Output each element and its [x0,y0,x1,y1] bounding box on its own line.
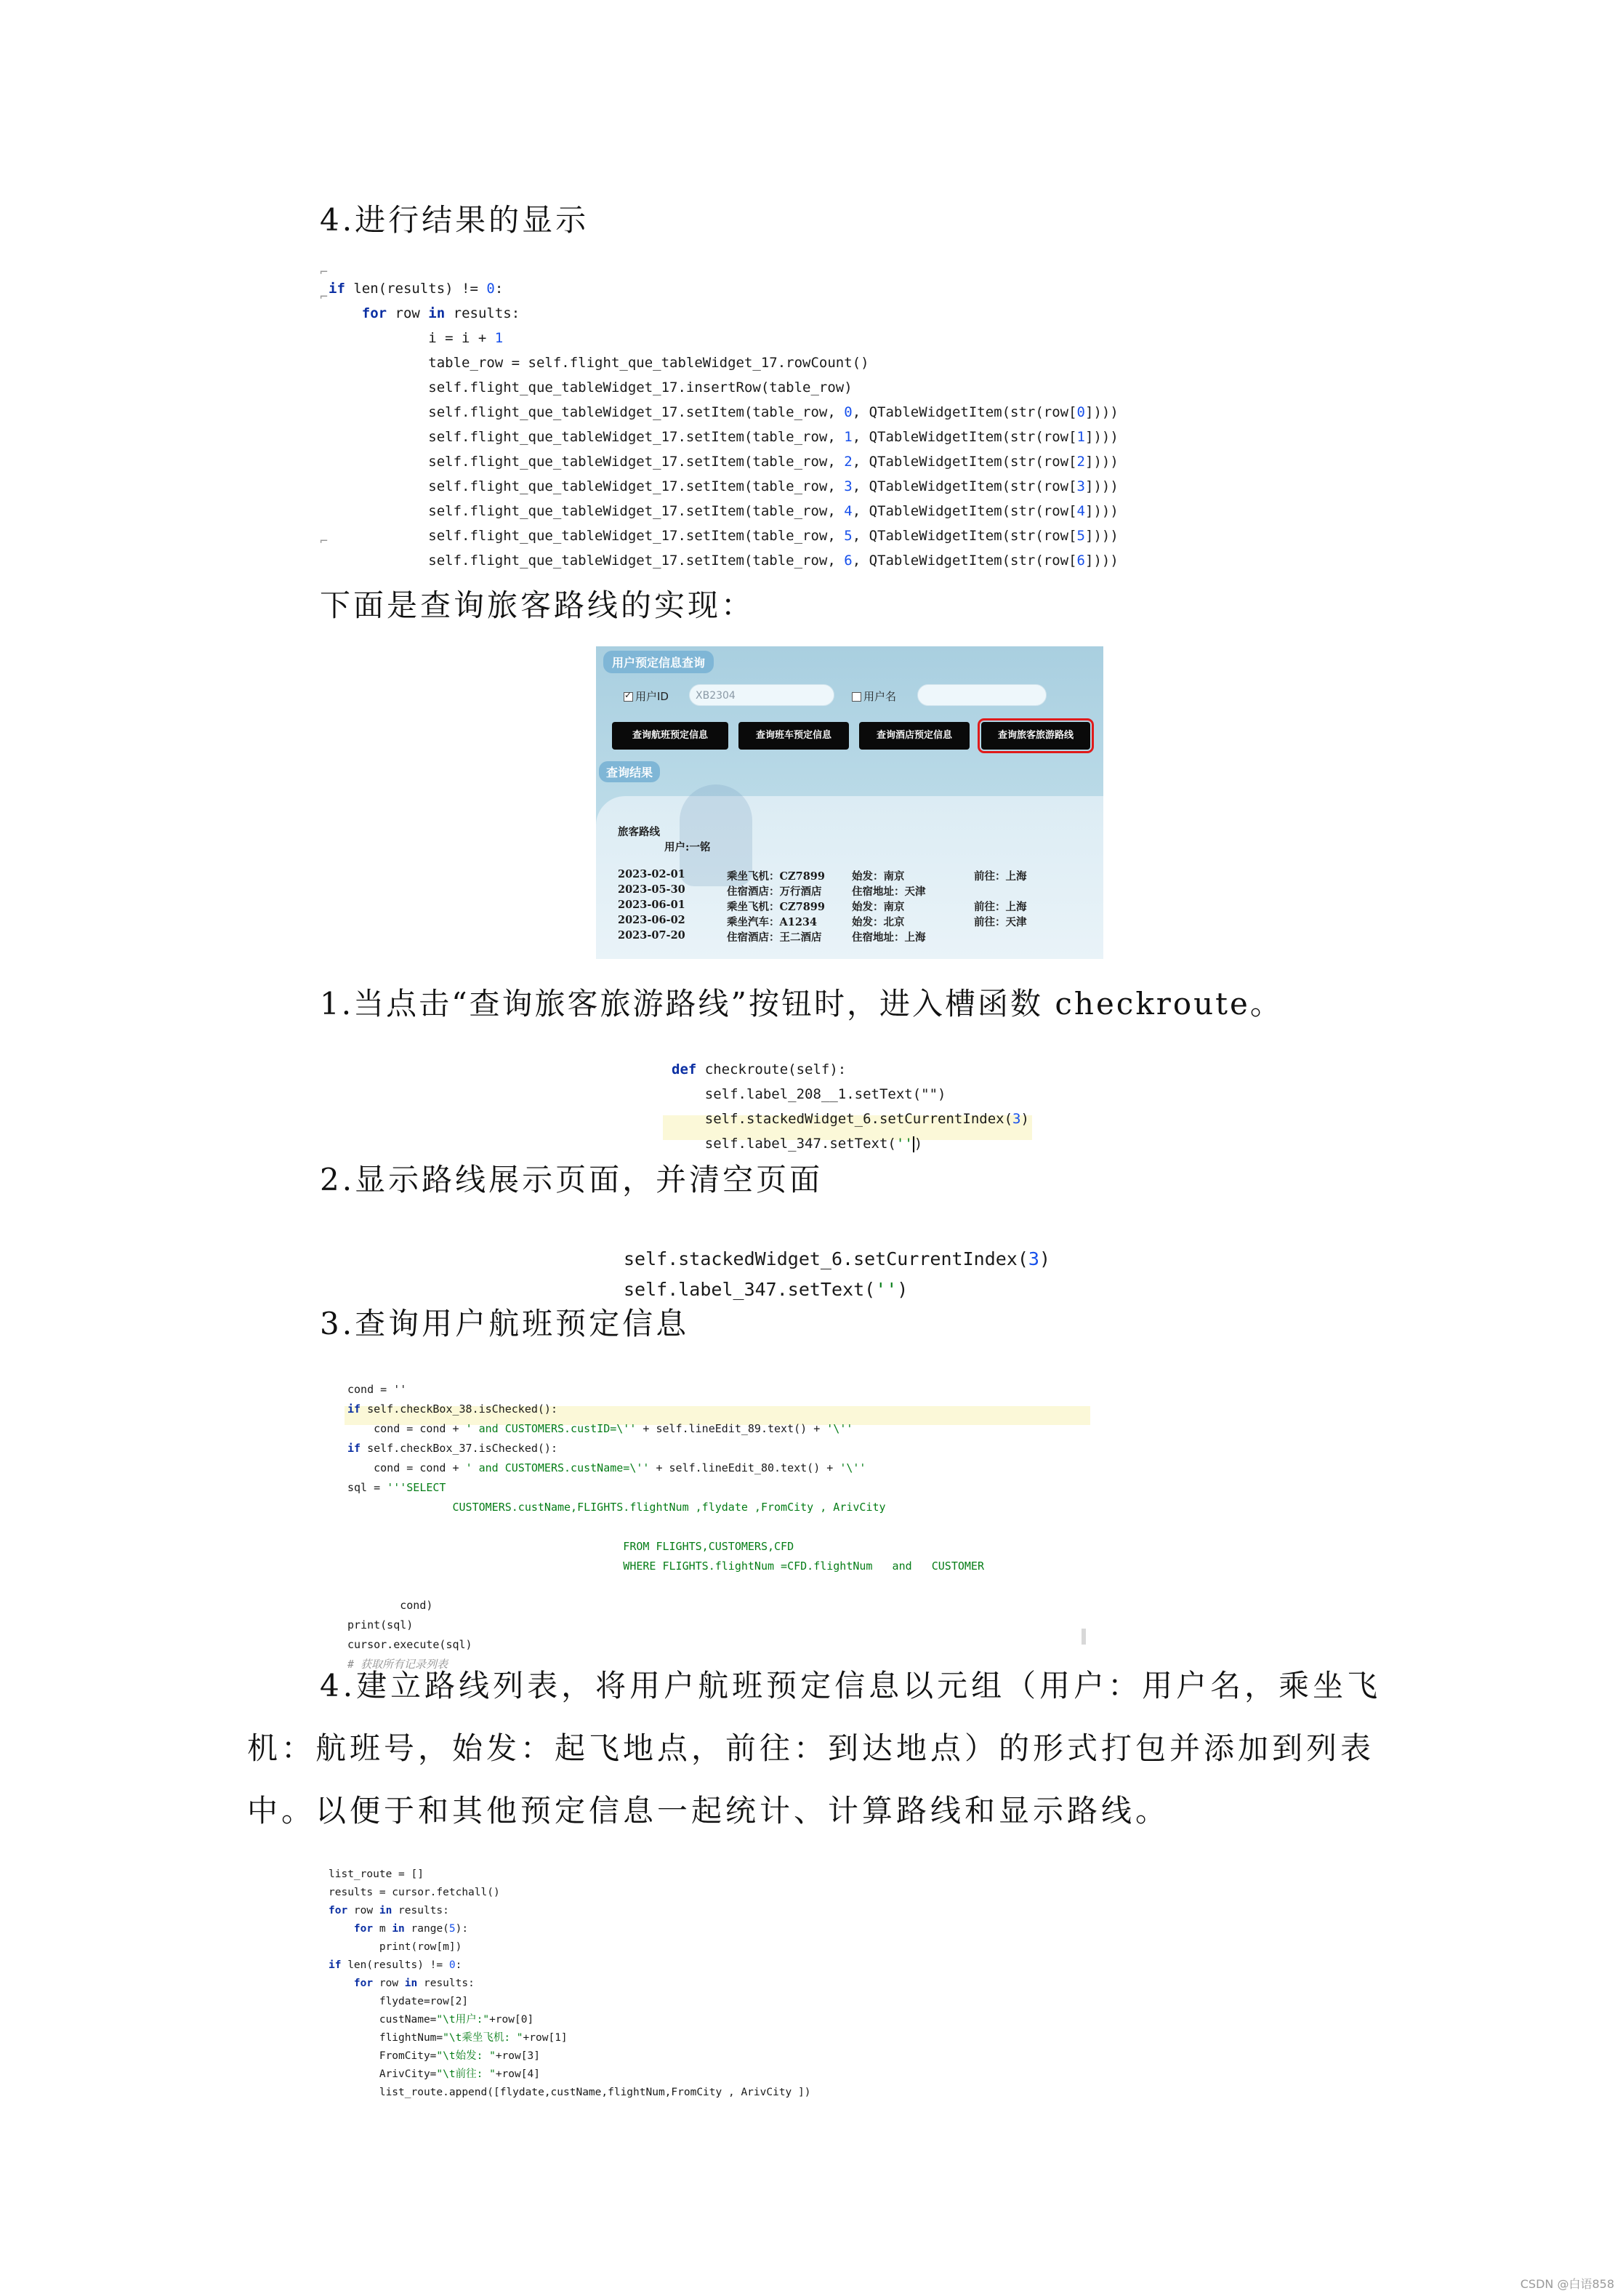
route-user: 用户:一铭 [664,841,711,854]
code-line: self.label_347.setText('') [624,1279,909,1300]
code-line [347,1576,984,1596]
panel-title-booking-query: 用户预定信息查询 [603,651,714,673]
code-line: table_row = self.flight_que_tableWidget_17.rowCount() [428,355,869,371]
route-row-transport: 住宿酒店：王二酒店 [727,931,822,944]
paragraph-line: 中。以便于和其他预定信息一起统计、计算路线和显示路线。 [247,1793,1170,1829]
route-row-from: 始发：南京 [852,901,905,913]
code-line: cond = cond + ' and CUSTOMERS.custID=\'' + self.lineEdit_89.text() + '\'' [374,1422,853,1435]
code-line: WHERE FLIGHTS.flightNum =CFD.flightNum and CUSTOMER [623,1560,984,1573]
route-row-date: 2023-02-01 [618,868,685,880]
code-line: self.flight_que_tableWidget_17.setItem(table_row, 4, QTableWidgetItem(str(row[4]))) [428,503,1119,519]
query-hotel-booking-button[interactable]: 查询酒店预定信息 [859,722,970,750]
user-name-input[interactable] [917,684,1047,706]
code-block-query-sql [347,1367,984,1687]
code-block-build-route-list [329,1854,810,2114]
code-line: results = cursor.fetchall() [329,1887,500,1898]
fold-marker: ⌐ [320,534,328,549]
code-line: if len(results) != 0: [329,281,504,297]
code-line: self.flight_que_tableWidget_17.setItem(table_row, 3, QTableWidgetItem(str(row[3]))) [428,478,1119,494]
section-heading-checkroute: 1.当点击“查询旅客旅游路线”按钮时，进入槽函数 checkroute。 [320,986,1283,1021]
code-line: if self.checkBox_38.isChecked(): [347,1402,557,1416]
code-line: for row in results: [353,1978,475,1989]
route-row-to: 前往：上海 [974,901,1027,913]
code-line: self.label_208__1.setText("") [704,1086,946,1102]
code-block-checkroute [672,1041,1029,1172]
user-name-checkbox[interactable] [852,689,896,704]
route-row-from: 住宿地址：天津 [852,886,926,898]
panel-title-query-result: 查询结果 [599,761,660,782]
route-title: 旅客路线 [618,826,660,838]
code-line: list_route = [] [329,1868,424,1880]
paragraph-line: 4.建立路线列表，将用户航班预定信息以元组（用户：用户名，乘坐飞 [320,1668,1382,1703]
user-id-checkbox[interactable] [624,689,669,704]
code-line: cursor.execute(sql) [347,1638,472,1651]
code-line: sql = '''SELECT [347,1481,446,1494]
section-heading-route-implementation: 下面是查询旅客路线的实现： [320,587,755,623]
code-line [347,1517,984,1537]
checkbox-unchecked-icon [852,692,861,702]
route-row-from: 始发：南京 [852,870,905,883]
code-line: self.flight_que_tableWidget_17.setItem(table_row, 2, QTableWidgetItem(str(row[2]))) [428,454,1119,470]
code-block-result-display [329,260,1119,589]
code-line: self.flight_que_tableWidget_17.setItem(table_row, 6, QTableWidgetItem(str(row[6]))) [428,553,1119,569]
route-row-transport: 住宿酒店：万行酒店 [727,886,822,898]
query-bus-booking-button[interactable]: 查询班车预定信息 [738,722,849,750]
code-line: list_route.append([flydate,custName,flightNum,FromCity , ArivCity ]) [379,2087,811,2098]
code-line: self.flight_que_tableWidget_17.setItem(table_row, 0, QTableWidgetItem(str(row[0]))) [428,404,1119,420]
code-line: self.flight_que_tableWidget_17.setItem(table_row, 5, QTableWidgetItem(str(row[5]))) [428,528,1119,544]
code-line: self.label_347.setText('' ) [704,1136,923,1152]
app-screenshot [596,646,1103,959]
route-row-transport: 乘坐飞机：CZ7899 [727,870,825,883]
code-line: print(row[m]) [379,1941,462,1953]
route-row-date: 2023-06-01 [618,899,685,911]
code-line: cond = cond + ' and CUSTOMERS.custName=\'' + self.lineEdit_80.text() + '\'' [374,1461,866,1474]
code-line: for m in range(5): [353,1923,469,1935]
code-line: CUSTOMERS.custName,FLIGHTS.flightNum ,flydate ,FromCity , ArivCity [452,1501,886,1514]
code-line: print(sql) [347,1618,414,1631]
code-line: for row in results: [329,1905,449,1916]
route-row-from: 住宿地址：上海 [852,931,926,944]
code-line: flydate=row[2] [379,1996,469,2007]
route-row-to: 前往：上海 [974,870,1027,883]
route-row-to: 前往：天津 [974,916,1027,928]
code-line: flightNum="\t乘坐飞机: "+row[1] [379,2032,568,2044]
code-line: # 获取所有记录列表 [347,1658,448,1671]
fold-marker: ⌐ [320,265,328,280]
code-line: self.flight_que_tableWidget_17.insertRow(table_row) [428,380,853,396]
section-heading-show-route-page: 2.显示路线展示页面，并清空页面 [320,1162,823,1197]
code-line: cond = '' [347,1383,407,1396]
query-travel-route-button[interactable]: 查询旅客旅游路线 [981,722,1090,750]
code-line: self.stackedWidget_6.setCurrentIndex(3) [624,1248,1051,1269]
user-name-label: 用户名 [863,690,897,703]
watermark: CSDN @白语858 [1520,2277,1614,2291]
code-line: def checkroute(self): [672,1061,847,1077]
code-line: cond) [400,1599,433,1612]
fold-marker: ⌐ [320,289,328,305]
code-line: if self.checkBox_37.isChecked(): [347,1442,557,1455]
user-id-input[interactable]: XB2304 [689,684,834,706]
code-line: if len(results) != 0: [329,1959,462,1971]
code-line: self.flight_que_tableWidget_17.setItem(table_row, 1, QTableWidgetItem(str(row[1]))) [428,429,1119,445]
route-row-date: 2023-06-02 [618,914,685,926]
code-line: i = i + 1 [428,330,504,346]
query-flight-booking-button[interactable]: 查询航班预定信息 [612,722,728,750]
route-row-transport: 乘坐飞机：CZ7899 [727,901,825,913]
code-line: self.stackedWidget_6.setCurrentIndex(3) [704,1111,1029,1127]
user-id-label: 用户ID [635,690,669,703]
route-row-from: 始发：北京 [852,916,905,928]
checkbox-checked-icon [624,692,633,702]
code-line: FROM FLIGHTS,CUSTOMERS,CFD [623,1540,794,1553]
route-row-transport: 乘坐汽车：A1234 [727,916,818,928]
route-row-date: 2023-07-20 [618,929,685,942]
code-line: for row in results: [361,305,520,321]
code-line: FromCity="\t始发: "+row[3] [379,2050,540,2062]
section-heading-query-flight: 3.查询用户航班预定信息 [320,1306,690,1341]
code-line: custName="\t用户:"+row[0] [379,2014,534,2026]
code-line: ArivCity="\t前往: "+row[4] [379,2068,540,2080]
route-row-date: 2023-05-30 [618,883,685,896]
paragraph-line: 机：航班号，始发：起飞地点，前往：到达地点）的形式打包并添加到列表 [247,1730,1375,1766]
scrollbar-thumb [1082,1629,1086,1645]
section-heading-result-display: 4.进行结果的显示 [320,202,589,238]
